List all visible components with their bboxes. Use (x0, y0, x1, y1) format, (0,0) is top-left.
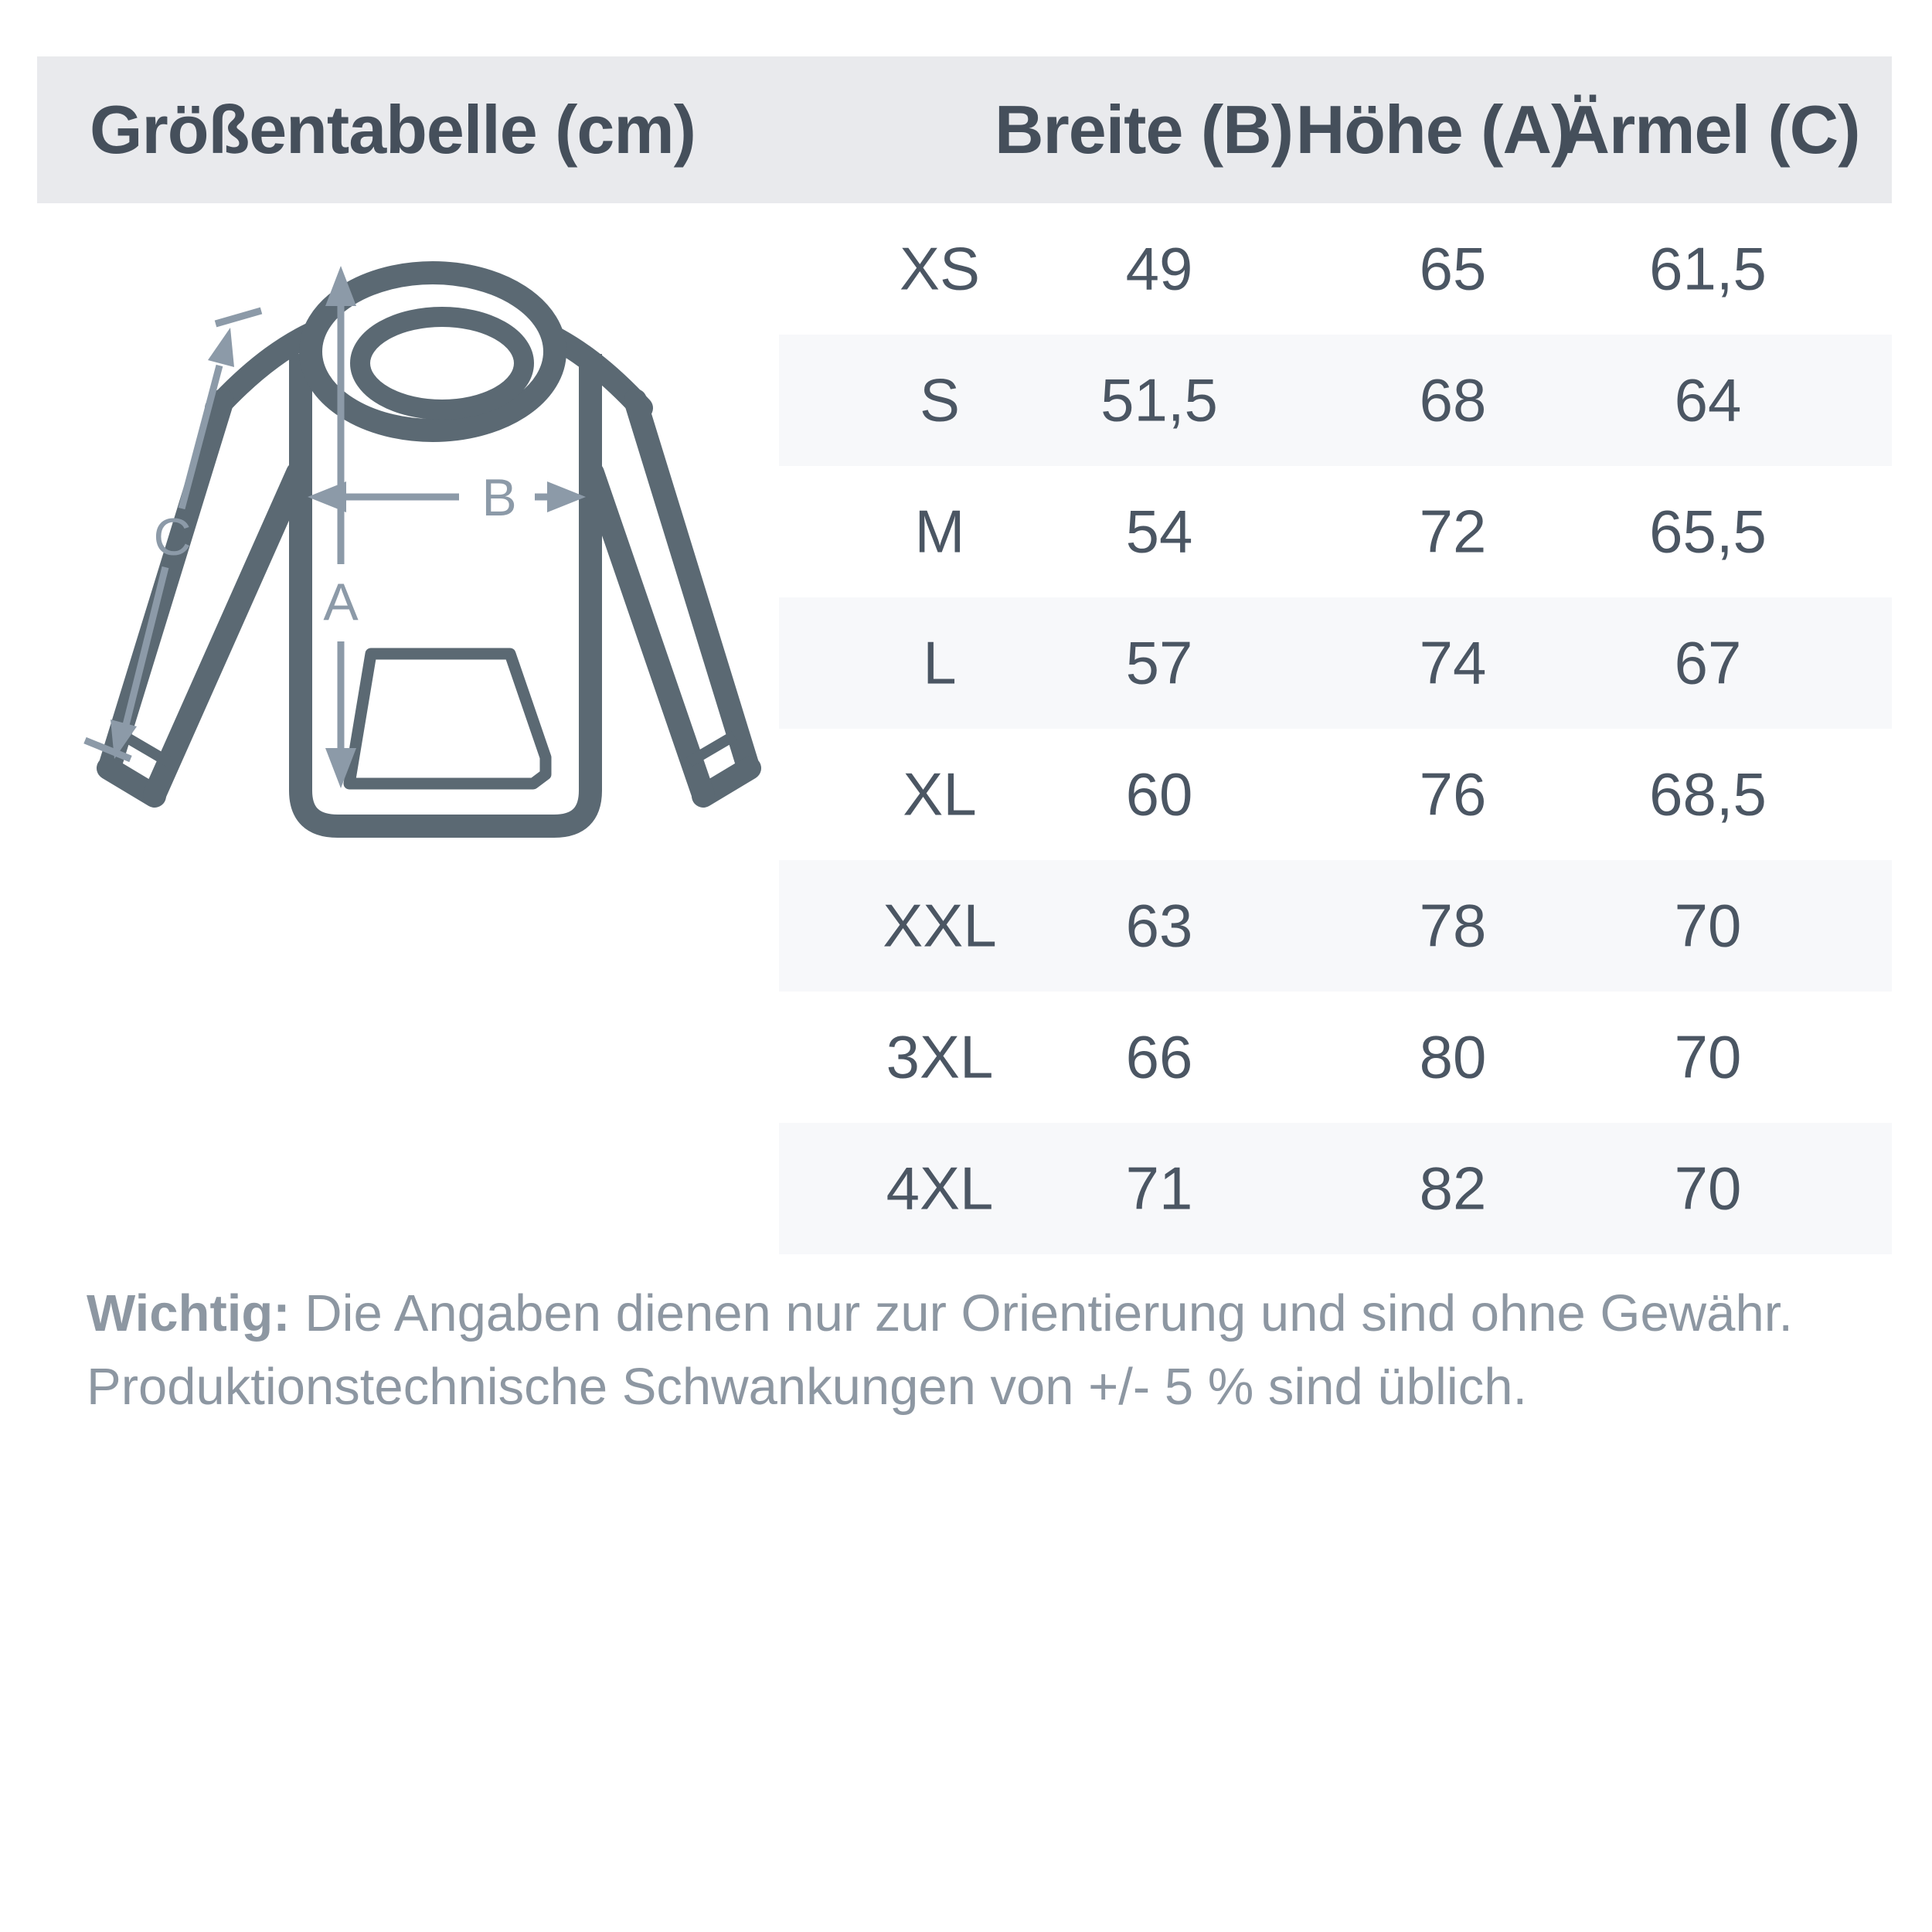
hoodie-measurement-diagram (62, 224, 796, 858)
sleeve-label: C (153, 508, 192, 566)
height-value: 74 (1419, 628, 1487, 697)
hoodie-right-sleeve-outer (635, 400, 748, 767)
hoodie-right-sleeve-inner (593, 473, 703, 794)
width-value: 60 (1125, 760, 1193, 828)
size-label: M (914, 497, 965, 566)
table-row-xxl (779, 860, 1892, 992)
size-label: S (919, 366, 961, 434)
sleeve-arrow-line-bottom (126, 567, 165, 725)
width-value: 54 (1125, 497, 1193, 566)
sleeve-value: 70 (1674, 1154, 1742, 1223)
hoodie-diagram-svg (62, 224, 796, 858)
sleeve-value: 65,5 (1649, 497, 1767, 566)
column-header-breite: Breite (B) (994, 91, 1294, 168)
width-value: 63 (1125, 891, 1193, 960)
height-value: 80 (1419, 1022, 1487, 1091)
sleeve-value: 70 (1674, 1022, 1742, 1091)
sleeve-value: 61,5 (1649, 234, 1767, 303)
table-row-xs (779, 203, 1892, 335)
disclaimer-line-1 (87, 1277, 1864, 1350)
sleeve-tick-top (216, 311, 261, 324)
table-row-s (779, 335, 1892, 466)
size-label: 4XL (886, 1154, 994, 1223)
sleeve-value: 64 (1674, 366, 1742, 434)
disclaimer-line-2: Produktionstechnische Schwankungen von +/- 5 % sind üblich. (87, 1358, 1528, 1416)
width-value: 51,5 (1100, 366, 1218, 434)
height-value: 82 (1419, 1154, 1487, 1223)
table-row-4xl (779, 1123, 1892, 1254)
page-title: Größentabelle (cm) (90, 91, 696, 168)
sleeve-arrowhead-top (208, 328, 234, 367)
size-label: L (923, 628, 957, 697)
width-value: 49 (1125, 234, 1193, 303)
width-label: B (481, 468, 517, 527)
sleeve-value: 67 (1674, 628, 1742, 697)
height-value: 65 (1419, 234, 1487, 303)
table-row-m (779, 466, 1892, 597)
column-header-hoehe: Höhe (A) (1295, 91, 1573, 168)
sleeve-value: 68,5 (1649, 760, 1767, 828)
height-value: 68 (1419, 366, 1487, 434)
size-label: XXL (883, 891, 997, 960)
disclaimer (87, 1277, 1864, 1423)
height-value: 76 (1419, 760, 1487, 828)
size-label: XL (903, 760, 977, 828)
width-arrowhead-left (308, 481, 346, 512)
disclaimer-emphasis: Wichtig: (87, 1284, 291, 1342)
sleeve-value: 70 (1674, 891, 1742, 960)
table-row-xl (779, 729, 1892, 860)
column-header-aermel: Ärmel (C) (1560, 91, 1860, 168)
width-value: 66 (1125, 1022, 1193, 1091)
hoodie-pocket (349, 654, 546, 784)
disclaimer-text-1: Die Angaben dienen nur zur Orientierung und sind ohne Gewähr. (290, 1284, 1793, 1342)
table-row-3xl (779, 992, 1892, 1123)
size-table-body (779, 203, 1892, 1254)
table-header (37, 56, 1892, 203)
size-label: 3XL (886, 1022, 994, 1091)
size-label: XS (899, 234, 981, 303)
height-label: A (323, 573, 359, 631)
table-row-l (779, 597, 1892, 729)
width-value: 71 (1125, 1154, 1193, 1223)
height-value: 72 (1419, 497, 1487, 566)
height-value: 78 (1419, 891, 1487, 960)
width-value: 57 (1125, 628, 1193, 697)
